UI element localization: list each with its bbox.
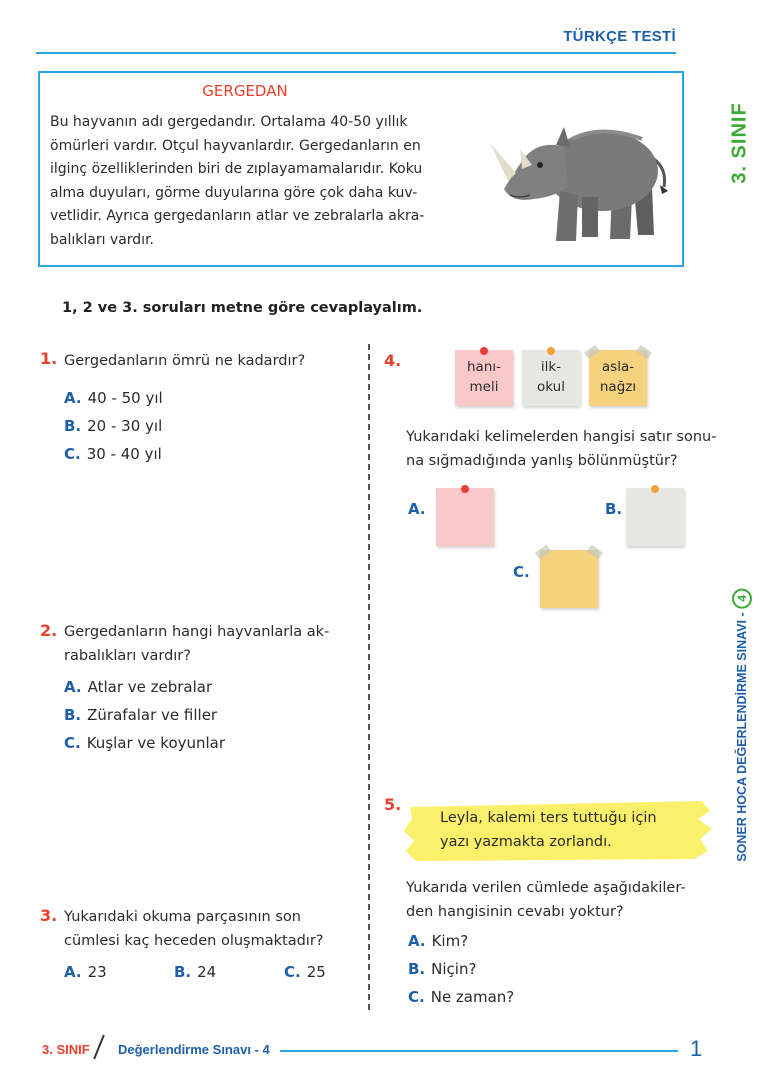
question-5-number: 5. [384,795,402,814]
question-5-text: Yukarıda verilen cümlede aşağıdakiler- den hangisinin cevabı yoktur? [406,880,686,920]
tape-icon [587,545,603,560]
pin-icon [547,347,555,355]
question-2-number: 2. [40,621,58,640]
passage-line: vetlidir. Ayrıca gergedanların atlar ve zebralarla akra- [50,208,425,224]
tape-icon [535,545,551,560]
sticky-note-word-3: asla- nağzı [589,350,647,406]
question-4-number: 4. [384,351,402,370]
brand-text: SONER HOCA DEĞERLENDİRME SINAVI - [735,612,749,862]
rhino-illustration [482,99,677,249]
question-3-option-a[interactable]: A. 23 [64,963,107,981]
footer-slash [93,1035,105,1060]
question-3-option-c[interactable]: C. 25 [284,963,326,981]
question-1-option-c[interactable]: C. 30 - 40 yıl [64,445,162,463]
passage-line: alma duyuları, görme duyularına göre çok daha kuv- [50,184,418,201]
header-title: TÜRKÇE TESTİ [563,28,676,45]
question-4-option-a-label[interactable]: A. [408,500,426,518]
question-4-option-c-label[interactable]: C. [513,563,530,581]
pin-icon [461,485,469,493]
side-grade-label: 3. SINIF [728,102,751,184]
passage-line: Bu hayvanın adı gergedandır. Ortalama 40-50 yıllık [50,114,408,130]
question-2-option-a[interactable]: A. Atlar ve zebralar [64,678,213,696]
question-4-option-b-label[interactable]: B. [605,500,623,518]
column-divider [368,344,370,1010]
question-4-option-c-note[interactable] [540,550,598,608]
sticky-note-word-2: ilk- okul [522,350,580,406]
question-2-option-c[interactable]: C. Kuşlar ve koyunlar [64,734,226,752]
question-4-option-a-note[interactable] [436,488,494,546]
question-5-option-a[interactable]: A. Kim? [408,932,469,950]
question-2-option-b[interactable]: B. Zürafalar ve filler [64,706,218,724]
passage-line: balıkları vardır. [50,231,154,248]
footer-divider [280,1050,678,1052]
question-3-option-b[interactable]: B. 24 [174,963,217,981]
question-1-option-a[interactable]: A. 40 - 50 yıl [64,389,163,407]
question-2-text: Gergedanların hangi hayvanlarla ak- rabalıkları vardır? [64,624,330,664]
page-number: 1 [690,1036,703,1061]
passage-text [50,111,470,252]
question-5-option-b[interactable]: B. Niçin? [408,960,477,978]
reading-passage [38,71,684,267]
question-4-text: Yukarıdaki kelimelerden hangisi satır sonu- na sığmadığında yanlış bölünmüştür? [406,429,717,469]
footer-exam-name: Değerlendirme Sınavı - 4 [118,1042,270,1057]
question-3-text: Yukarıdaki okuma parçasının son cümlesi kaç heceden oluşmaktadır? [64,909,324,949]
instruction-text: 1, 2 ve 3. soruları metne göre cevaplayalım. [62,300,423,316]
question-4-option-b-note[interactable] [626,488,684,546]
passage-line: ilginç özelliklerinden biri de zıplayamamalarıdır. Koku [50,161,423,177]
side-brand-label [712,590,768,860]
footer-grade: 3. SINIF [42,1042,90,1057]
sticky-note-word-1: hanı- meli [455,350,513,406]
header-divider [36,52,676,54]
question-1-text: Gergedanların ömrü ne kadardır? [64,353,306,369]
exam-number-badge: 4 [732,588,752,608]
passage-line: ömürleri vardır. Otçul hayvanlardır. Gergedanların en [50,137,421,154]
pin-icon [480,347,488,355]
passage-title: GERGEDAN [202,82,288,100]
question-1-number: 1. [40,349,58,368]
question-3-number: 3. [40,906,58,925]
highlighted-sentence: Leyla, kalemi ters tuttuğu için yazı yazmakta zorlandı. [440,810,657,850]
question-5-option-c[interactable]: C. Ne zaman? [408,988,515,1006]
question-1-option-b[interactable]: B. 20 - 30 yıl [64,417,163,435]
pin-icon [651,485,659,493]
